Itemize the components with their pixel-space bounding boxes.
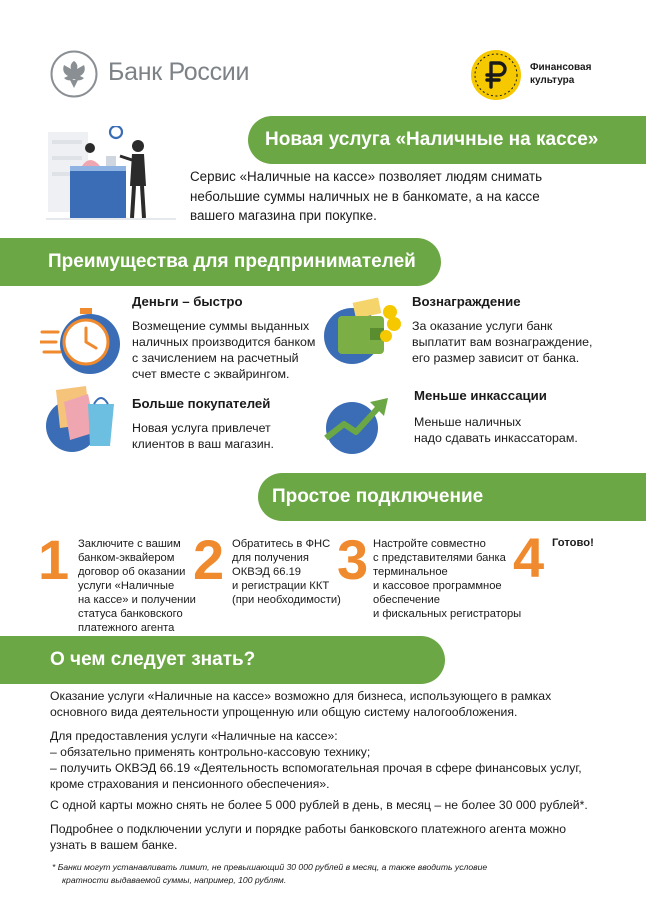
benefit-line: наличных производится банком <box>132 335 316 349</box>
ruble-coin-icon <box>470 49 522 101</box>
wallet-illustration <box>322 296 404 366</box>
step-line: статуса банковского <box>78 608 183 620</box>
know-paragraph: С одной карты можно снять не более 5 000 рублей в день, в месяц – не более 30 000 рублей*. <box>50 798 588 812</box>
stopwatch-icon <box>40 298 122 378</box>
stopwatch-illustration <box>40 298 122 378</box>
know-paragraph <box>50 728 582 792</box>
step-number: 3 <box>337 528 369 591</box>
know-title: О чем следует знать? <box>50 649 256 670</box>
benefit-line: выплатит вам вознаграждение, <box>412 335 593 349</box>
step-text <box>232 537 341 607</box>
benefit-line: с зачислением на расчетный <box>132 351 299 365</box>
shopping-bags-illustration <box>44 384 122 454</box>
know-line: узнать в вашем банке. <box>50 838 178 852</box>
benefit-line: клиентов в ваш магазин. <box>132 437 274 451</box>
benefit-line: Возмещение суммы выданных <box>132 319 310 333</box>
cashier-illustration <box>46 126 176 226</box>
step-line: Заключите с вашим <box>78 538 181 550</box>
benefit-line: надо сдавать инкассаторам. <box>414 431 578 445</box>
eagle-emblem-icon <box>50 50 98 98</box>
fin-culture-logo <box>470 49 522 101</box>
step-line: банком-эквайером <box>78 552 175 564</box>
benefit-title: Больше покупателей <box>132 396 271 411</box>
know-line: Оказание услуги «Наличные на кассе» возможно для бизнеса, использующего в рамках <box>50 689 552 703</box>
know-title-banner <box>0 636 445 684</box>
step-number: 1 <box>38 528 70 591</box>
step-line: и фискальных регистраторы <box>373 608 522 620</box>
step-line: Готово! <box>552 537 594 549</box>
benefit-line: За оказание услуги банк <box>412 319 553 333</box>
benefit-text <box>132 318 315 382</box>
step-line: Настройте совместно <box>373 538 486 550</box>
step-text <box>78 537 196 635</box>
know-line: Подробнее о подключении услуги и порядке работы банковского платежного агента можно <box>50 822 567 836</box>
step-line: услуги «Наличные <box>78 580 175 592</box>
service-description <box>190 167 542 226</box>
connection-title: Простое подключение <box>272 486 484 507</box>
benefit-title: Деньги – быстро <box>132 294 243 309</box>
step-line: и регистрации ККТ <box>232 580 330 592</box>
step-text <box>552 536 594 550</box>
benefits-title-banner <box>0 238 441 286</box>
service-description-line: небольшие суммы наличных не в банкомате, а на кассе <box>190 188 540 204</box>
know-line: кроме страхования и пенсионного обеспечения». <box>50 777 330 791</box>
bank-logo <box>50 50 98 98</box>
step-line: и кассовое программное <box>373 580 502 592</box>
connection-title-banner <box>258 473 646 521</box>
footnote-line: кратности выдаваемой суммы, например, 100 рублям. <box>62 874 287 885</box>
benefit-line: Новая услуга привлечет <box>132 421 271 435</box>
step-line: на кассе» и получении <box>78 594 196 606</box>
benefit-line: его размер зависит от банка. <box>412 351 580 365</box>
step-line: с представителями банка <box>373 552 506 564</box>
benefit-title: Меньше инкассации <box>414 388 547 403</box>
wallet-coins-icon <box>322 296 404 366</box>
benefits-title: Преимущества для предпринимателей <box>48 251 416 272</box>
benefit-text <box>132 420 274 452</box>
benefit-text <box>412 318 592 366</box>
know-paragraph <box>50 688 551 720</box>
service-title-banner <box>248 116 646 164</box>
benefit-title: Вознаграждение <box>412 294 521 309</box>
growth-illustration <box>324 394 390 460</box>
step-line: договор об оказании <box>78 566 186 578</box>
cashier-scene-icon <box>46 126 176 226</box>
step-text <box>373 537 521 621</box>
step-line: ОКВЭД 66.19 <box>232 566 302 578</box>
know-line: основного вида деятельности упрощенную или общую систему налогообложения. <box>50 705 518 719</box>
know-paragraph <box>50 821 566 853</box>
benefit-line: счет вместе с эквайрингом. <box>132 367 290 381</box>
step-number: 2 <box>193 528 225 591</box>
footnote <box>52 861 487 886</box>
step-line: (при необходимости) <box>232 594 341 606</box>
shopping-bags-icon <box>44 384 122 454</box>
service-description-line: вашего магазина при покупке. <box>190 208 377 223</box>
step-line: для получения <box>232 552 309 564</box>
know-line: – получить ОКВЭД 66.19 «Деятельность вспомогательная прочая в сфере финансовых услуг, <box>50 761 582 775</box>
step-line: терминальное <box>373 566 448 578</box>
step-number: 4 <box>513 526 545 589</box>
know-line: Для предоставления услуги «Наличные на кассе»: <box>50 729 338 743</box>
know-line: – обязательно применять контрольно-кассовую технику; <box>50 745 371 759</box>
step-line: обеспечение <box>373 594 440 606</box>
fin-culture-line-2: культура <box>530 75 575 86</box>
step-line: платежного агента <box>78 622 175 634</box>
fin-culture-line-1: Финансовая <box>530 62 592 73</box>
growth-arrow-icon <box>324 394 390 460</box>
service-title: Новая услуга «Наличные на кассе» <box>265 129 599 150</box>
bank-name: Банк России <box>108 58 250 86</box>
benefit-text <box>414 414 578 446</box>
step-line: Обратитесь в ФНС <box>232 538 331 550</box>
benefit-line: Меньше наличных <box>414 415 522 429</box>
footnote-line: * Банки могут устанавливать лимит, не превышающий 30 000 рублей в месяц, а также вводить условие <box>52 862 488 872</box>
service-description-line: Сервис «Наличные на кассе» позволяет людям снимать <box>190 169 543 184</box>
